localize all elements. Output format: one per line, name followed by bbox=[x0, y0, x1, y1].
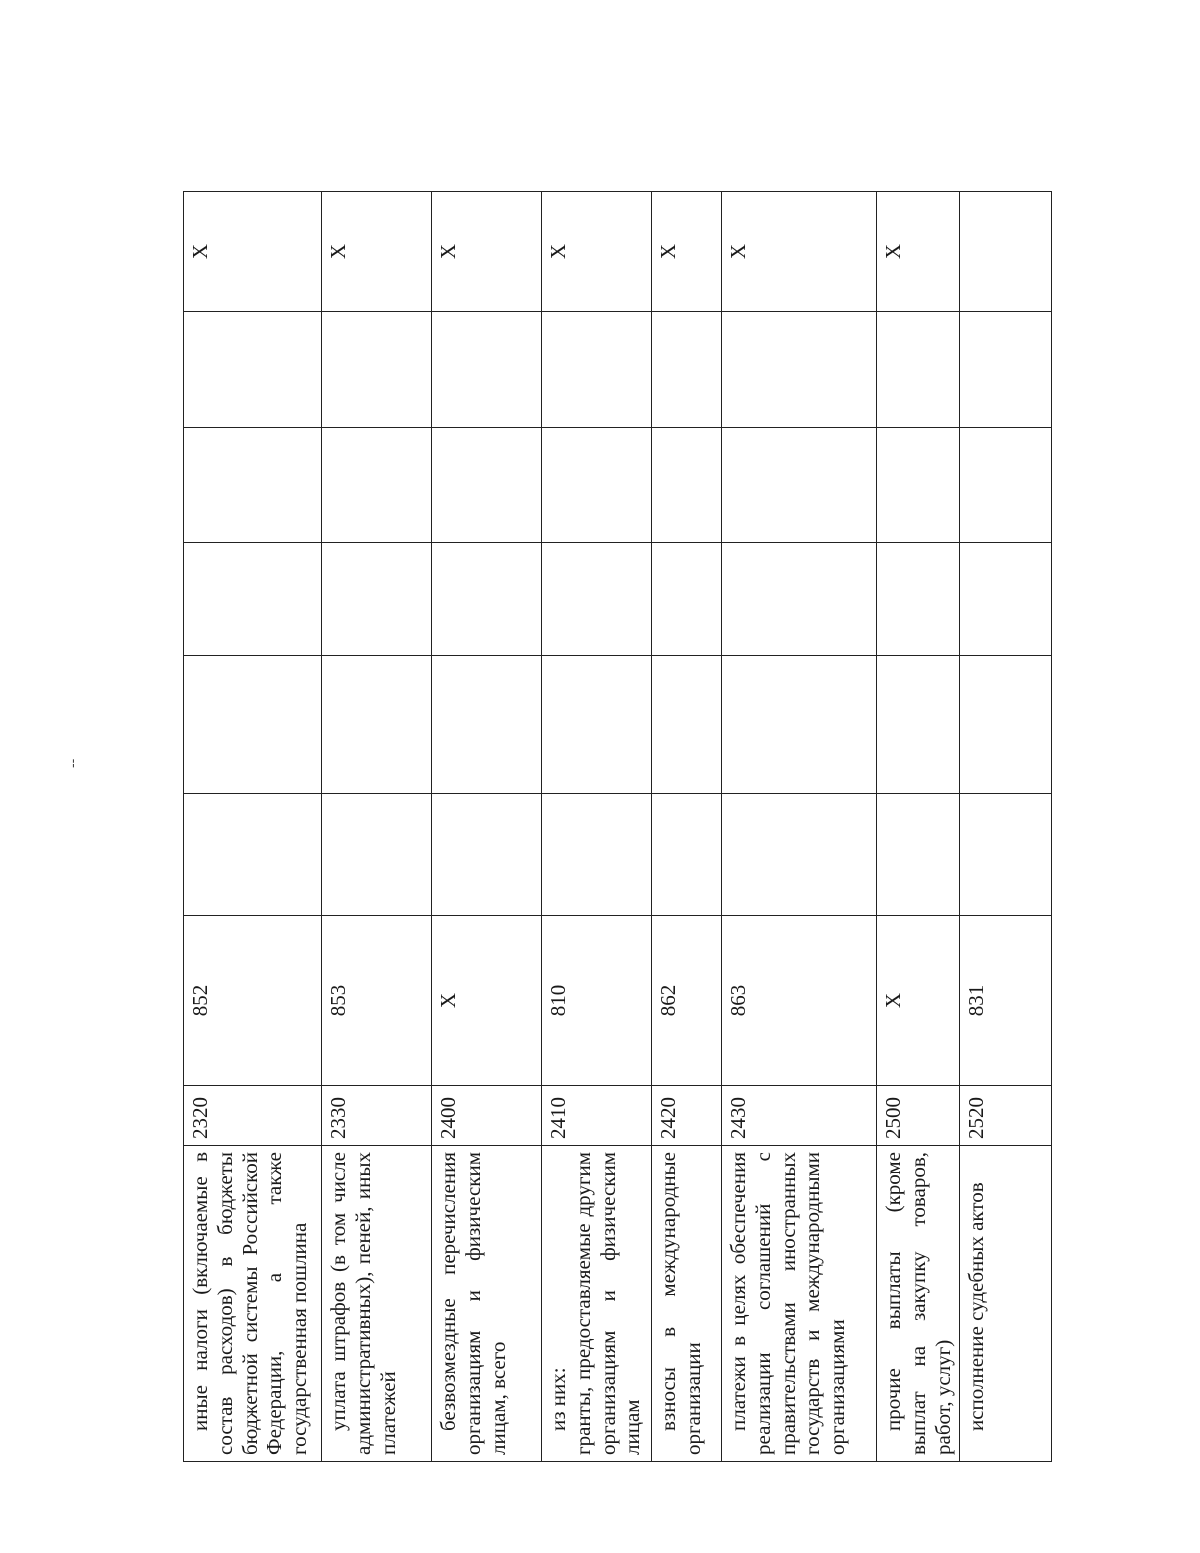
row-code: 2430 bbox=[722, 1086, 877, 1146]
empty-cell bbox=[322, 656, 432, 794]
empty-cell bbox=[960, 312, 1052, 428]
empty-cell bbox=[960, 656, 1052, 794]
table-row bbox=[184, 192, 322, 1462]
table-row bbox=[432, 192, 542, 1462]
row-name: платежи в целях обеспечения реализации соглашений с правительствами иностранных государств и международными организациями bbox=[722, 1146, 877, 1462]
empty-cell bbox=[877, 543, 960, 656]
empty-cell bbox=[542, 543, 652, 656]
empty-cell bbox=[877, 312, 960, 428]
row-kbk: 852 bbox=[184, 916, 322, 1086]
table-row bbox=[960, 192, 1052, 1462]
table-row bbox=[652, 192, 722, 1462]
empty-cell bbox=[722, 794, 877, 916]
empty-cell bbox=[652, 312, 722, 428]
empty-cell bbox=[322, 794, 432, 916]
empty-cell bbox=[184, 428, 322, 543]
table-row bbox=[542, 192, 652, 1462]
empty-cell bbox=[322, 543, 432, 656]
row-code: 2420 bbox=[652, 1086, 722, 1146]
row-code: 2330 bbox=[322, 1086, 432, 1146]
row-x: Х bbox=[877, 192, 960, 312]
row-code: 2500 bbox=[877, 1086, 960, 1146]
row-name: из них: гранты, предоставляемые другим организациям и физическим лицам bbox=[542, 1146, 652, 1462]
row-kbk: Х bbox=[877, 916, 960, 1086]
row-x: Х bbox=[184, 192, 322, 312]
empty-cell bbox=[432, 428, 542, 543]
empty-cell bbox=[542, 794, 652, 916]
row-name: взносы в международные организации bbox=[652, 1146, 722, 1462]
empty-cell bbox=[432, 312, 542, 428]
empty-cell bbox=[652, 543, 722, 656]
empty-cell bbox=[652, 794, 722, 916]
empty-cell bbox=[542, 656, 652, 794]
empty-cell bbox=[184, 312, 322, 428]
row-x: Х bbox=[322, 192, 432, 312]
empty-cell bbox=[432, 794, 542, 916]
empty-cell bbox=[184, 794, 322, 916]
empty-cell bbox=[652, 656, 722, 794]
row-kbk: Х bbox=[432, 916, 542, 1086]
empty-cell bbox=[960, 794, 1052, 916]
empty-cell bbox=[960, 543, 1052, 656]
empty-cell bbox=[322, 312, 432, 428]
row-kbk: 862 bbox=[652, 916, 722, 1086]
empty-cell bbox=[722, 656, 877, 794]
empty-cell bbox=[184, 543, 322, 656]
empty-cell bbox=[432, 656, 542, 794]
row-name: уплата штрафов (в том числе административных), пеней, иных платежей bbox=[322, 1146, 432, 1462]
row-kbk: 863 bbox=[722, 916, 877, 1086]
rotated-page bbox=[183, 192, 1048, 1462]
row-code: 2320 bbox=[184, 1086, 322, 1146]
empty-cell bbox=[877, 656, 960, 794]
table-row bbox=[722, 192, 877, 1462]
empty-cell bbox=[184, 656, 322, 794]
row-code: 2410 bbox=[542, 1086, 652, 1146]
empty-cell bbox=[542, 312, 652, 428]
row-name: безвозмездные перечисления организациям и физическим лицам, всего bbox=[432, 1146, 542, 1462]
row-code: 2400 bbox=[432, 1086, 542, 1146]
row-kbk: 810 bbox=[542, 916, 652, 1086]
row-kbk: 831 bbox=[960, 916, 1052, 1086]
empty-cell bbox=[722, 312, 877, 428]
empty-cell bbox=[322, 428, 432, 543]
table-row bbox=[322, 192, 432, 1462]
row-name: прочие выплаты (кроме выплат на закупку товаров, работ, услуг) bbox=[877, 1146, 960, 1462]
expense-table bbox=[183, 191, 1052, 1462]
empty-cell bbox=[432, 543, 542, 656]
empty-cell bbox=[542, 428, 652, 543]
table-row bbox=[877, 192, 960, 1462]
row-x: Х bbox=[542, 192, 652, 312]
row-name: исполнение судебных актов bbox=[960, 1146, 1052, 1462]
empty-cell bbox=[960, 428, 1052, 543]
empty-cell bbox=[652, 428, 722, 543]
row-kbk: 853 bbox=[322, 916, 432, 1086]
row-x: Х bbox=[722, 192, 877, 312]
row-code: 2520 bbox=[960, 1086, 1052, 1146]
row-x: Х bbox=[652, 192, 722, 312]
row-x bbox=[960, 192, 1052, 312]
row-name: иные налоги (включаемые в состав расходов) в бюджеты бюджетной системы Российской Федерации, а также государственная пошлина bbox=[184, 1146, 322, 1462]
empty-cell bbox=[722, 428, 877, 543]
empty-cell bbox=[877, 794, 960, 916]
page-marker: -- bbox=[64, 758, 80, 768]
row-x: Х bbox=[432, 192, 542, 312]
empty-cell bbox=[877, 428, 960, 543]
empty-cell bbox=[722, 543, 877, 656]
